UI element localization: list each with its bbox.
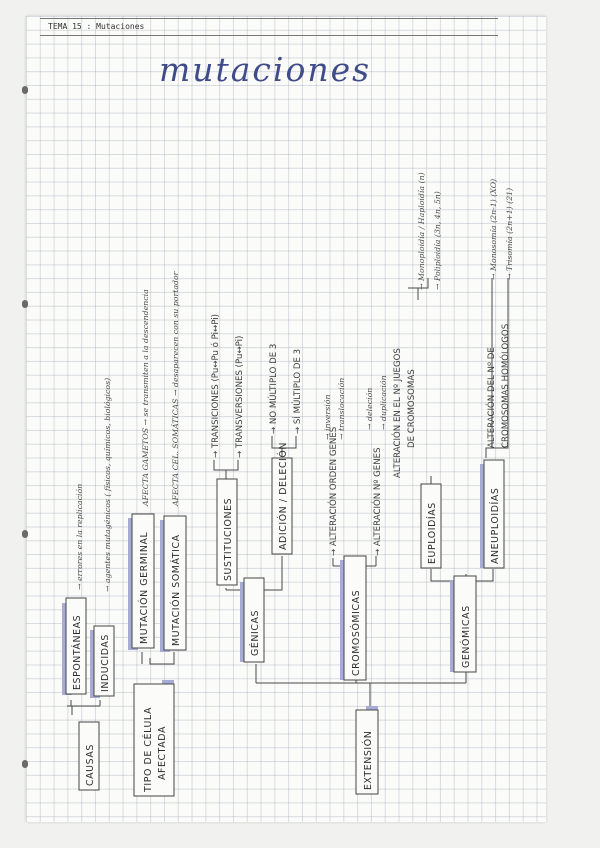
note-espontaneas: → errores en la replicación bbox=[75, 483, 84, 590]
node-inducidas bbox=[90, 626, 114, 698]
svg-text:INDUCIDAS: INDUCIDAS bbox=[100, 634, 111, 692]
svg-text:ANEUPLOIDÍAS: ANEUPLOIDÍAS bbox=[490, 487, 501, 564]
node-adicion-delecion bbox=[272, 442, 292, 554]
svg-text:CROMOSÓMICAS: CROMOSÓMICAS bbox=[351, 589, 362, 676]
note-poliploidia: → Poliploidía (3n, 4n, 5n) bbox=[433, 191, 442, 290]
svg-text:ADICIÓN / DELECIÓN: ADICIÓN / DELECIÓN bbox=[278, 441, 289, 550]
note-trisomia: → Trisomía (2n+1) (21) bbox=[505, 187, 514, 280]
note-translocacion: → translocación bbox=[337, 377, 346, 440]
svg-text:EUPLOIDÍAS: EUPLOIDÍAS bbox=[427, 502, 438, 564]
svg-text:GÉNICAS: GÉNICAS bbox=[250, 609, 261, 656]
note-euplo-1: ALTERACIÓN EN EL Nº JUEGOS bbox=[393, 348, 403, 478]
node-espontaneas bbox=[62, 598, 86, 695]
svg-text:ESPONTÁNEAS: ESPONTÁNEAS bbox=[72, 614, 83, 690]
node-euploidias bbox=[421, 484, 441, 568]
node-genicas bbox=[240, 578, 264, 662]
note-no-multiplo: → NO MÚLTIPLO DE 3 bbox=[269, 343, 279, 434]
node-extension bbox=[356, 706, 378, 794]
node-cromosomicas bbox=[340, 556, 366, 680]
svg-text:MUTACIÓN SOMÁTICA: MUTACIÓN SOMÁTICA bbox=[171, 534, 182, 646]
note-somatica: AFECTA CEL. SOMÁTICAS → desaparecen con su portador bbox=[171, 271, 180, 506]
node-genomicas bbox=[450, 576, 476, 672]
svg-text:TIPO DE CÉLULA: TIPO DE CÉLULA bbox=[143, 707, 154, 792]
note-transversiones: → TRANSVERSIONES (Pu↔Pi) bbox=[235, 335, 245, 458]
note-alteracion-n: → ALTERACIÓN Nº GENES bbox=[373, 447, 383, 556]
page-title: mutaciones bbox=[158, 50, 372, 89]
node-mutacion-germinal bbox=[128, 514, 154, 650]
note-inducidas: → agentes mutagénicos ( físicos, químicos, biológicos) bbox=[103, 377, 112, 592]
node-causas bbox=[79, 722, 99, 790]
node-aneuploidias bbox=[480, 460, 504, 568]
note-monosomia: → Monosomía (2n-1) (XO) bbox=[489, 178, 498, 280]
svg-text:SUSTITUCIONES: SUSTITUCIONES bbox=[223, 497, 234, 581]
node-tipo-celula bbox=[134, 680, 174, 796]
note-aneu-2: CROMOSOMAS HOMÓLOGOS bbox=[501, 323, 511, 448]
svg-text:EXTENSIÓN: EXTENSIÓN bbox=[363, 730, 374, 790]
note-duplicacion: → duplicación bbox=[379, 375, 388, 430]
page-header: TEMA 15 : Mutaciones bbox=[40, 18, 498, 36]
note-alteracion-orden: → ALTERACIÓN ORDEN GENES bbox=[329, 426, 339, 556]
node-sustituciones bbox=[217, 479, 237, 585]
note-transiciones: → TRANSICIONES (Pu↔Pu ó Pi↔Pi) bbox=[211, 314, 221, 458]
svg-text:GENÓMICAS: GENÓMICAS bbox=[461, 605, 472, 668]
svg-text:AFECTADA: AFECTADA bbox=[157, 726, 168, 780]
note-si-multiplo: → SÍ MÚLTIPLO DE 3 bbox=[293, 348, 303, 434]
node-mutacion-somatica bbox=[160, 516, 186, 652]
note-germinal: AFECTA GAMETOS → se transmiten a la descendencia bbox=[141, 289, 150, 506]
note-aneu-1: ALTERACIÓN DEL Nº DE bbox=[487, 347, 497, 448]
note-monoploidia: → Monoploidía / Haploidía (n) bbox=[417, 172, 426, 290]
note-inversion: → inversión bbox=[323, 394, 332, 440]
svg-text:MUTACIÓN GERMINAL: MUTACIÓN GERMINAL bbox=[139, 531, 150, 644]
note-delecion: → deleción bbox=[365, 387, 374, 430]
note-euplo-2: DE CROMOSOMAS bbox=[407, 369, 417, 448]
svg-text:CAUSAS: CAUSAS bbox=[85, 744, 96, 786]
